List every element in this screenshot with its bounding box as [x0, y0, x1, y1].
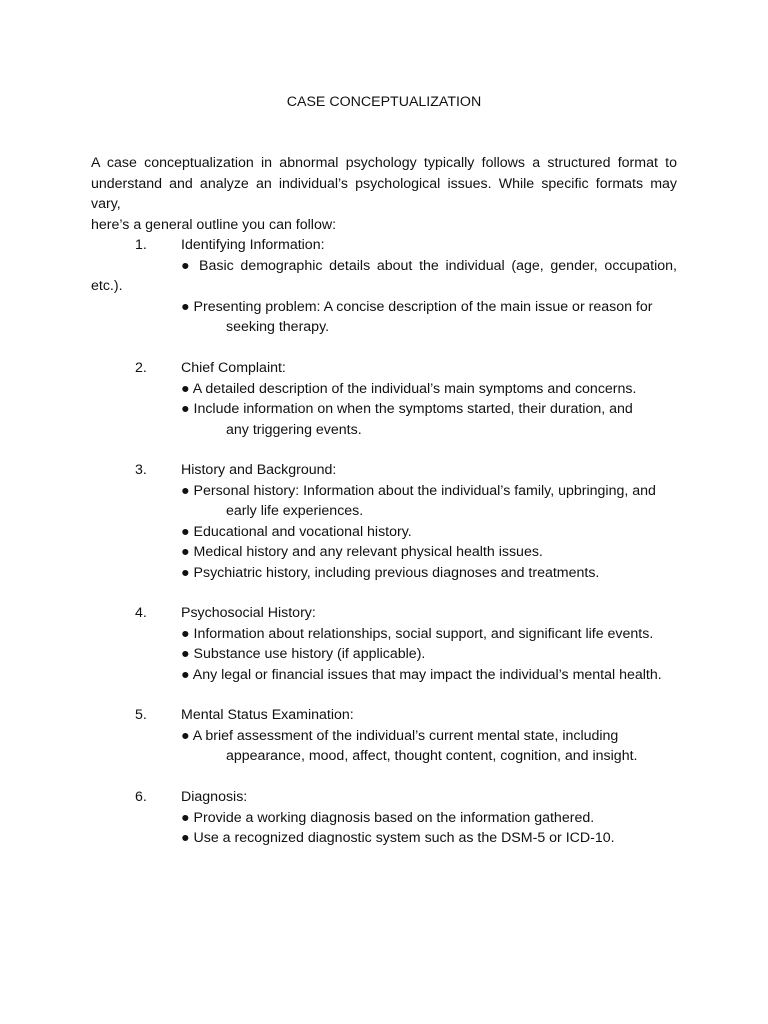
intro-line: understand and analyze an individual’s psychological issues. While specific formats may vary, [91, 175, 677, 212]
section-heading: Identifying Information: [181, 237, 325, 253]
bullet-wrap: appearance, mood, affect, thought content, cognition, and insight. [226, 748, 638, 764]
bullet-item: ● A brief assessment of the individual’s current mental state, including [181, 727, 619, 744]
section-number: 6. [135, 789, 147, 805]
section-heading: Chief Complaint: [181, 360, 286, 376]
bullet-wrap: any triggering events. [226, 421, 362, 438]
bullet-wrap: seeking therapy. [226, 319, 330, 335]
section-number: 5. [135, 707, 147, 723]
section-heading: History and Background: [181, 462, 337, 478]
section-number: 4. [135, 605, 147, 621]
section-heading: Mental Status Examination: [181, 707, 354, 723]
section-heading: Diagnosis: [181, 789, 248, 805]
section-number: 2. [135, 360, 147, 376]
bullet-item: ● Medical history and any relevant physical health issues. [181, 544, 543, 560]
section-number: 1. [135, 237, 147, 253]
page-title: CASE CONCEPTUALIZATION [286, 94, 482, 110]
bullet-item: ● Information about relationships, social support, and significant life events. [181, 625, 654, 642]
bullet-item: ● Presenting problem: A concise description of the main issue or reason for [181, 298, 653, 315]
bullet-wrap: early life experiences. [226, 503, 364, 519]
intro-paragraph [91, 153, 677, 235]
bullet-wrap: etc.). [91, 278, 123, 294]
bullet-item: ● Psychiatric history, including previous diagnoses and treatments. [181, 564, 600, 581]
bullet-item: ● Any legal or financial issues that may impact the individual’s mental health. [181, 666, 662, 683]
bullet-item: ● Basic demographic details about the individual (age, gender, occupation, [181, 257, 677, 274]
intro-line: A case conceptualization in abnormal psychology typically follows a structured format to [91, 155, 677, 171]
bullet-item: ● Include information on when the symptoms started, their duration, and [181, 401, 633, 417]
section-heading: Psychosocial History: [181, 605, 316, 621]
bullet-item: ● Provide a working diagnosis based on the information gathered. [181, 809, 595, 826]
bullet-item: ● A detailed description of the individual’s main symptoms and concerns. [181, 380, 637, 397]
intro-line: here’s a general outline you can follow: [91, 216, 337, 233]
section-number: 3. [135, 462, 147, 478]
bullet-item: ● Use a recognized diagnostic system such as the DSM-5 or ICD-10. [181, 830, 615, 846]
bullet-item: ● Personal history: Information about the individual’s family, upbringing, and [181, 482, 656, 499]
bullet-item: ● Educational and vocational history. [181, 523, 412, 540]
bullet-item: ● Substance use history (if applicable). [181, 646, 426, 662]
